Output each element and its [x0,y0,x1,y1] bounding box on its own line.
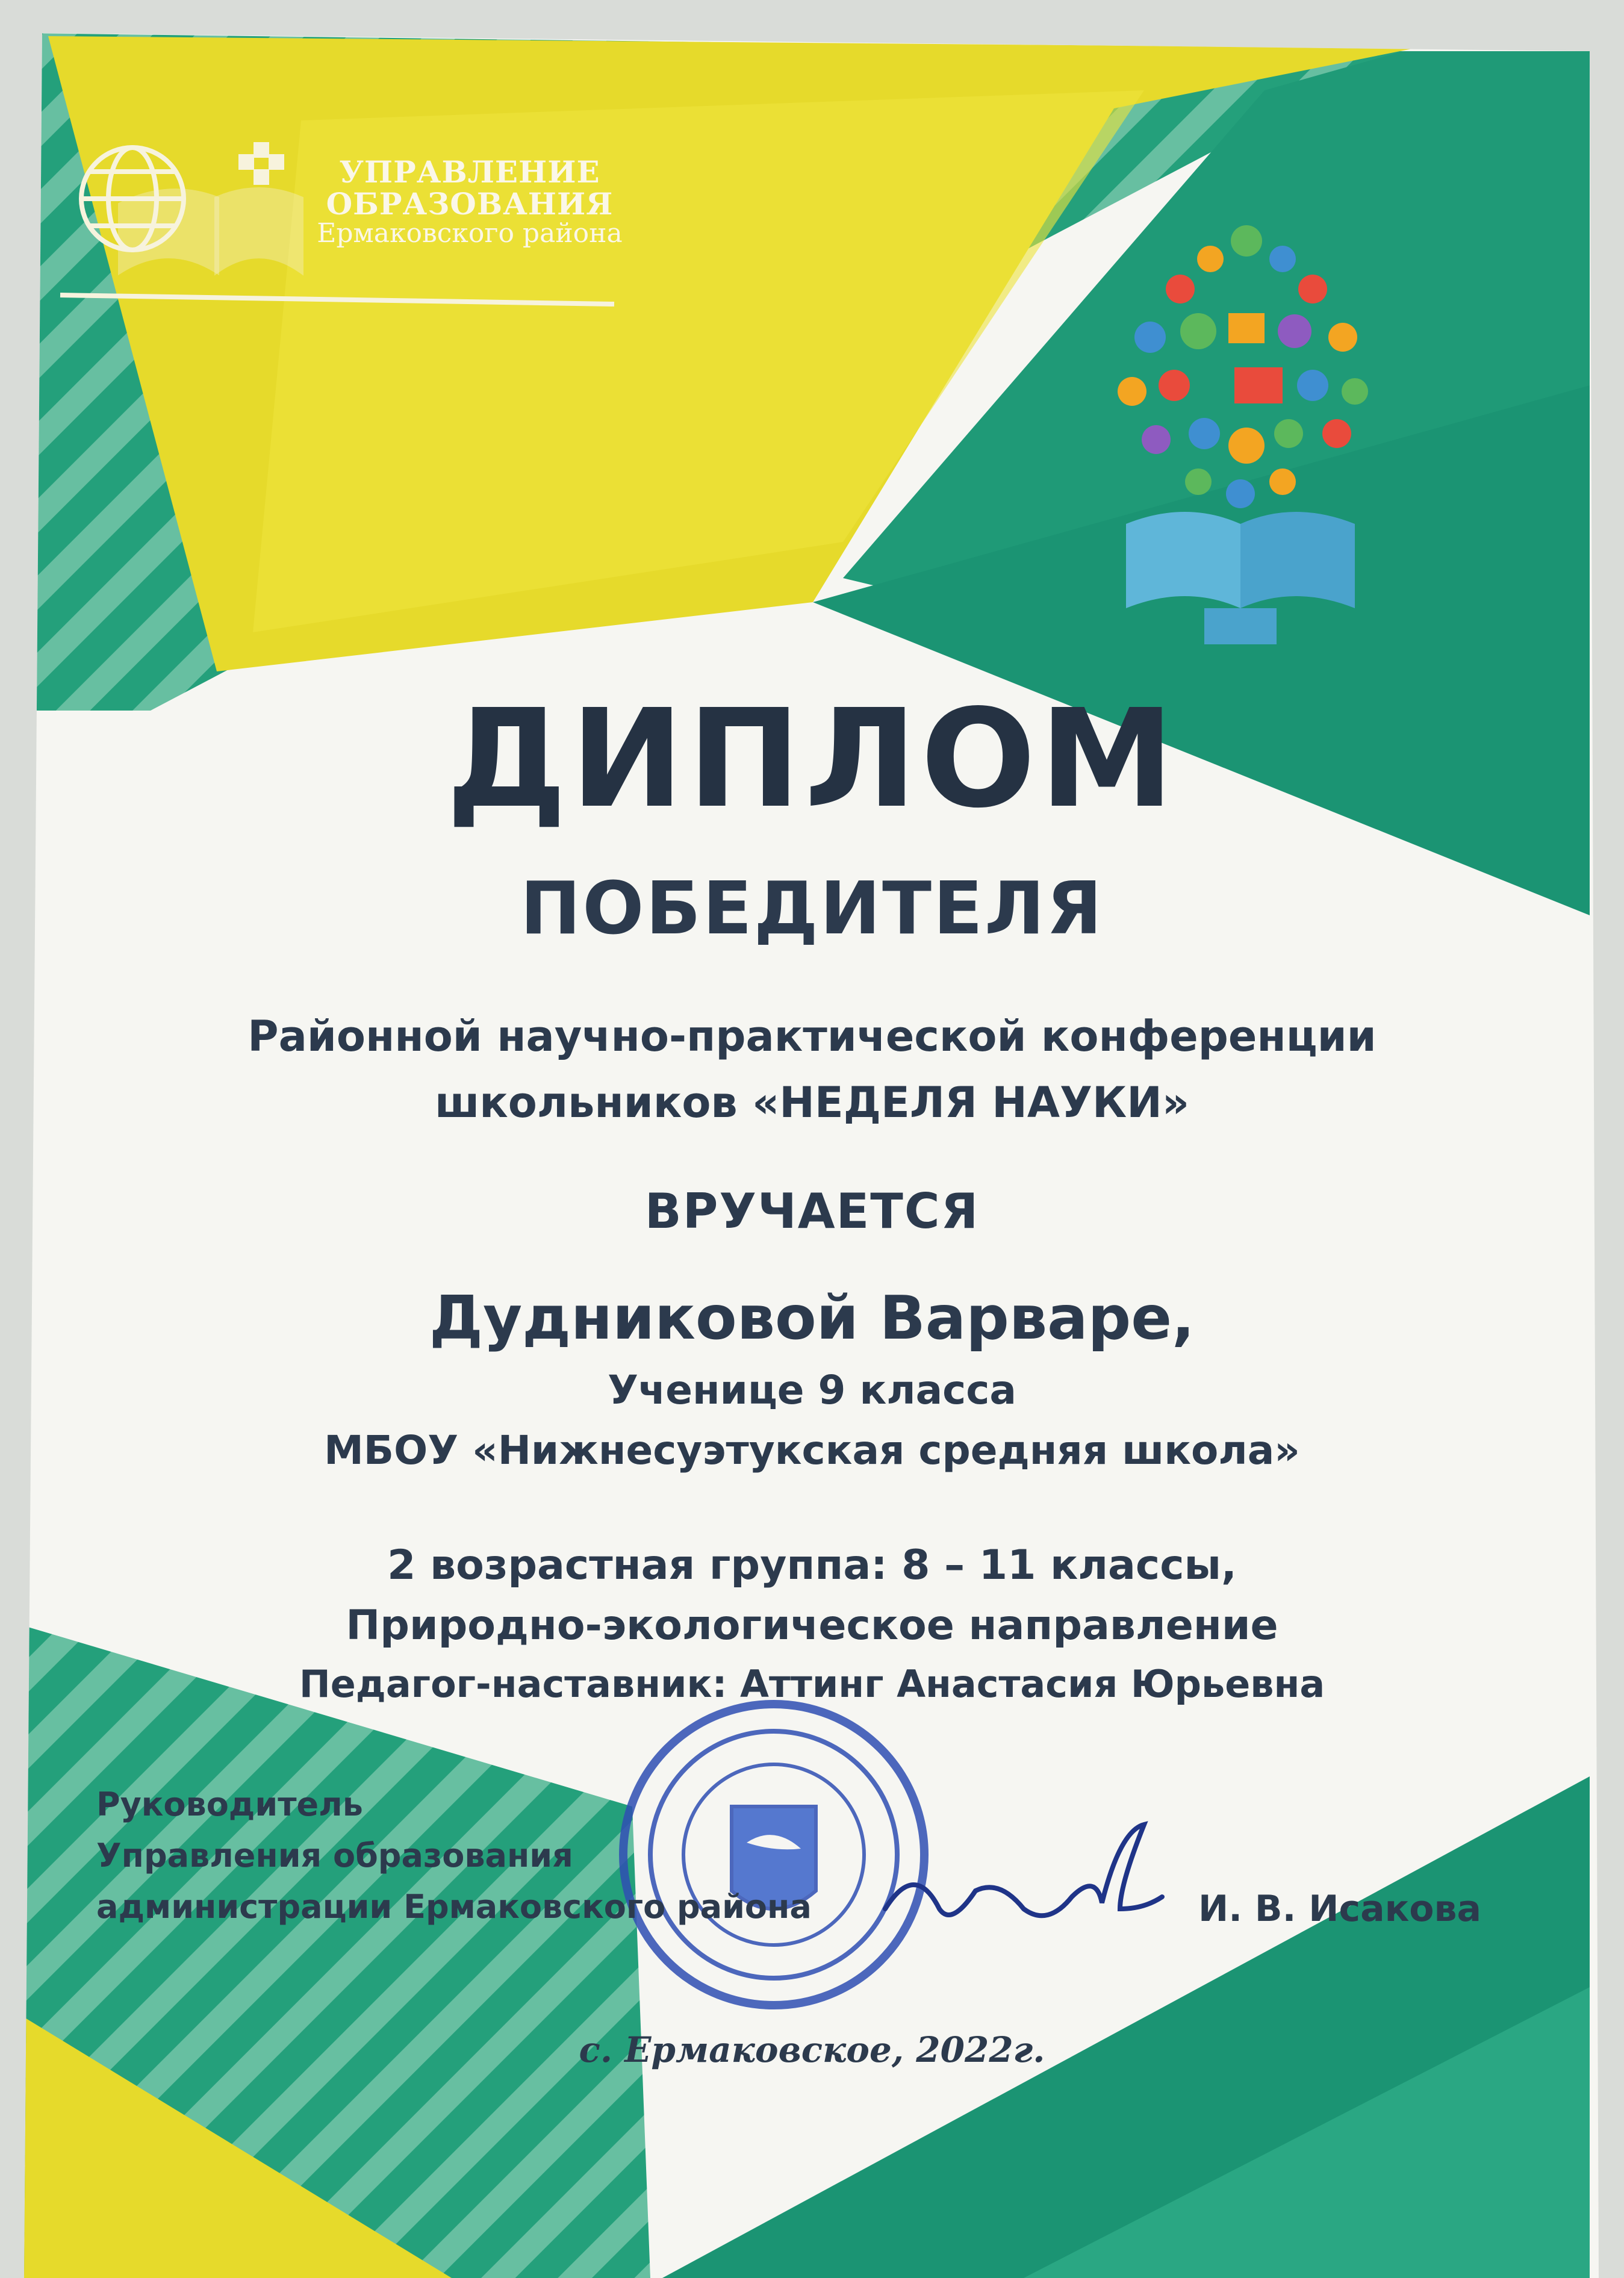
head-title-line1: Руководитель [96,1785,363,1823]
place-date: с. Ермаковское, 2022г. [579,2029,1045,2070]
head-title-line3: администрации Ермаковского района [96,1888,812,1926]
event-line-2: школьников «НЕДЕЛЯ НАУКИ» [434,1078,1190,1127]
recipient-name: Дудниковой Варваре, [429,1283,1195,1353]
diploma-title: ДИПЛОМ [446,680,1178,838]
head-title-line2: Управления образования [96,1837,573,1875]
org-name-line3: Ермаковского района [317,218,623,249]
diploma-subtitle: ПОБЕДИТЕЛЯ [520,867,1104,951]
org-logo-text [313,154,626,249]
awarded-label: ВРУЧАЕТСЯ [644,1183,980,1239]
recipient-school: МБОУ «Нижнесуэтукская средняя школа» [324,1427,1300,1474]
signer-name: И. В. Исакова [1198,1888,1481,1930]
direction: Природно-экологическое направление [346,1602,1278,1649]
org-name-line2: ОБРАЗОВАНИЯ [326,185,614,222]
mentor: Педагог-наставник: Аттинг Анастасия Юрьевна [299,1662,1325,1706]
age-group: 2 возрастная группа: 8 – 11 классы, [387,1542,1237,1589]
org-name-line1: УПРАВЛЕНИЕ [339,154,600,190]
event-line-1: Районной научно-практической конференции [247,1012,1377,1061]
recipient-grade: Ученице 9 класса [608,1367,1016,1413]
